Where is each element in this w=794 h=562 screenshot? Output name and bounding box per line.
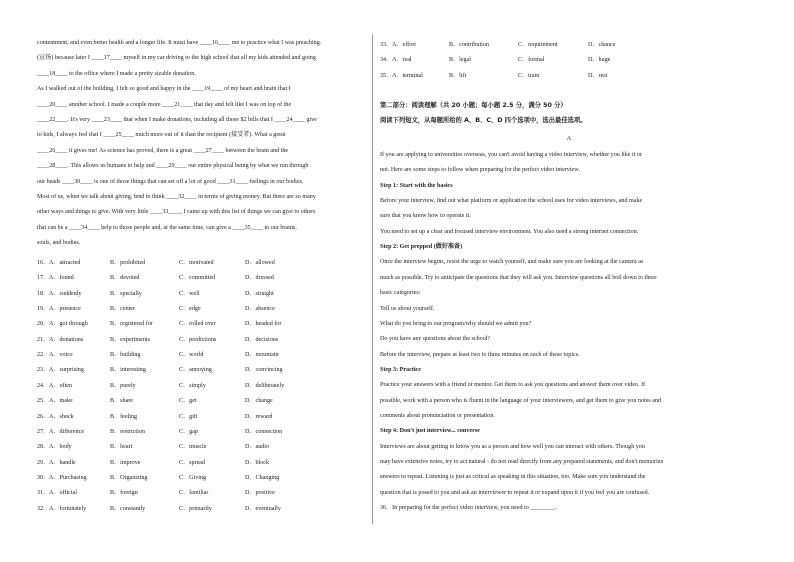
- question-number: 27．: [37, 428, 50, 435]
- passage-line: Practice your answers with a friend or mentor. Get them to ask you questions and answer them over video. If: [380, 382, 646, 389]
- option-b: B．devoted: [110, 275, 140, 282]
- passage-line: As I walked out of the building, I felt so good and happy in the ____19____ of my heart and brain that I: [37, 86, 291, 93]
- option-d: D．block: [245, 459, 270, 466]
- option-d: D．rest: [588, 72, 608, 79]
- option-a: A．make: [49, 398, 73, 405]
- option-d: D．mountain: [245, 352, 279, 359]
- option-c: C．Giving: [179, 474, 207, 481]
- question-options-row: [37, 475, 365, 483]
- passage-line: ____18____ to the office where I made a pretty sizable donation.: [37, 70, 196, 77]
- option-a: A．handle: [49, 459, 76, 466]
- option-d: D．positive: [245, 490, 275, 497]
- passage-line: not. Here are some steps to follow when preparing for the perfect video interview.: [380, 167, 580, 174]
- passage-line: 36．In preparing for the perfect video interview, you need to ________.: [380, 505, 557, 512]
- option-c: C．gap: [179, 428, 198, 435]
- option-c: C．annoying: [179, 367, 212, 374]
- option-b: B．registered for: [110, 321, 153, 328]
- option-d: D．convincing: [245, 367, 283, 374]
- section-title: 第二部分：阅读理解（共 20 小题；每小题 2.5 分，满分 50 分）: [380, 102, 567, 109]
- passage-line: If you are applying to universities overseas, you can't avoid having a video interview, whether you like it or: [380, 152, 642, 158]
- option-b: B．Organizing: [110, 474, 148, 481]
- passage-line: ____20____ another school. I made a couple more ____21____ that day and felt like I was on top of the: [37, 101, 292, 108]
- option-d: D．dressed: [245, 275, 274, 282]
- question-number: 33．: [380, 42, 393, 48]
- passage-line: basic categories:: [380, 290, 421, 297]
- option-a: A．often: [49, 382, 73, 389]
- option-b: B．lift: [449, 72, 467, 79]
- option-b: B．foreign: [110, 490, 138, 497]
- question-number: 19．: [37, 306, 50, 313]
- step-heading: Step 2: Get prepped (做好准备): [380, 244, 463, 251]
- passage-line: may have extensive notes, try to act natural - do not read directly from any prepared statements, and don't memorize: [380, 459, 664, 465]
- option-b: B．interesting: [110, 367, 146, 374]
- option-c: C．requirement: [518, 42, 558, 48]
- option-d: D．headed for: [245, 321, 282, 328]
- passage-line: comments about pronunciation or presentation.: [380, 412, 495, 419]
- passage-line: ____22____. It's very ____23____ that when I make donations, including all those $2 bills that I ____24____ give: [37, 117, 317, 123]
- question-options-row: [37, 352, 365, 360]
- step-heading: Step 4: Don't just interview... converse: [380, 428, 480, 435]
- option-a: A．surprising: [49, 367, 84, 374]
- option-b: B．feeling: [110, 413, 138, 420]
- option-b: B．building: [110, 352, 141, 359]
- option-b: B．center: [110, 306, 136, 313]
- option-c: C．primarily: [179, 505, 212, 512]
- option-c: C．formal: [518, 57, 545, 64]
- question-options-row: [380, 42, 758, 50]
- option-a: A．voice: [49, 352, 73, 359]
- question-options-row: [37, 490, 365, 498]
- question-number: 23．: [37, 367, 50, 374]
- question-options-row: [37, 444, 365, 452]
- question-number: 30．: [37, 474, 50, 481]
- option-b: B．heart: [110, 444, 133, 451]
- option-c: C．committed: [179, 275, 216, 282]
- question-options-row: [37, 383, 365, 391]
- question-options-row: [37, 321, 365, 329]
- passage-line: our heads ____30____ is one of those things that can set off a lot of good ____31____ feelings in our bodies.: [37, 178, 304, 185]
- question-number: 24．: [37, 382, 50, 389]
- question-options-row: [37, 291, 365, 299]
- option-b: B．improve: [110, 459, 141, 466]
- passage-line: souls, and bodies.: [37, 240, 81, 247]
- question-number: 32．: [37, 505, 50, 512]
- option-a: A．fortunately: [49, 505, 87, 512]
- question-number: 21．: [37, 336, 50, 343]
- option-b: B．experiments: [110, 336, 150, 343]
- option-a: A．got through: [49, 321, 88, 328]
- option-d: D．allowed: [245, 260, 275, 266]
- question-number: 25．: [37, 398, 50, 405]
- passage-line: Interviews are about getting to know you as a person and how well you can interact with others. Though you: [380, 443, 645, 450]
- question-options-row: [37, 306, 365, 314]
- option-c: C．well: [179, 290, 200, 297]
- question-options-row: [380, 73, 758, 81]
- question-number: 31．: [37, 490, 50, 497]
- question-options-row: [37, 506, 365, 514]
- passage-line: question that is posed to you and ask an interviewer to repeat it or expand upon it if you feel you are confused.: [380, 489, 650, 496]
- option-b: B．contribution: [449, 42, 489, 48]
- option-a: A．attracted: [49, 260, 81, 266]
- option-d: D．deliberately: [245, 382, 285, 389]
- passage-line: (宣扬) because later I ____17____ myself in my car driving to the high school that all my kids attended and going: [37, 55, 316, 62]
- option-c: C．spread: [179, 459, 206, 466]
- option-c: C．get: [179, 398, 197, 405]
- passage-line: to kids, I always feel that I ____25____ much more out of it than the recipient (接受者). What a great: [37, 132, 286, 139]
- question-number: 34．: [380, 57, 393, 64]
- option-d: D．audio: [245, 444, 270, 451]
- question-options-row: [37, 367, 365, 375]
- option-b: B．restriction: [110, 428, 145, 435]
- option-b: B．prohibited: [110, 260, 146, 266]
- passage-line: What do you bring to our program/why should we admit you?: [380, 320, 532, 327]
- passage-line: Before the interview, prepare at least two to three minutes on each of these topics.: [380, 351, 580, 358]
- option-d: D．straight: [245, 290, 274, 297]
- passage-line: Before your interview, find out what platform or application the school uses for video interviews, and make: [380, 198, 643, 205]
- question-number: 26．: [37, 413, 50, 420]
- question-number: 22．: [37, 352, 50, 359]
- option-c: C．world: [179, 352, 204, 359]
- option-b: B．purely: [110, 382, 136, 389]
- question-number: 17．: [37, 275, 50, 282]
- passage-line: ____28____. This allows us humans to help and ____29____ our entire physical being by what we run through: [37, 163, 309, 170]
- option-d: D．change: [245, 398, 273, 405]
- passage-letter: A: [566, 136, 572, 142]
- passage-line: other ways and things to give. With very little ____33____, I came up with this list of things we can give to others: [37, 209, 316, 216]
- question-options-row: [37, 275, 365, 283]
- question-number: 29．: [37, 459, 50, 466]
- option-d: D．connection: [245, 428, 283, 435]
- column-divider: [372, 34, 373, 524]
- option-d: D．decisions: [245, 336, 279, 343]
- question-options-row: [37, 414, 365, 422]
- option-a: A．shock: [49, 413, 74, 420]
- step-heading: Step 3: Practice: [380, 366, 421, 373]
- question-number: 28．: [37, 444, 50, 451]
- question-number: 35．: [380, 72, 393, 79]
- option-c: C．edge: [179, 306, 201, 313]
- passage-line: possible, work with a person who is fluent in the language of your interviewers, and get them to give you notes and: [380, 397, 662, 404]
- passage-line: Do you have any questions about the school?: [380, 336, 491, 343]
- option-c: C．motivated: [179, 260, 214, 266]
- passage-line: much as possible. Try to anticipate the questions that they will ask you. Interview questions all boil down to three: [380, 274, 657, 281]
- passage-line: Once the interview begins, resist the urge to watch yourself, and make sure you are looking at the camera as: [380, 259, 644, 266]
- section-instruction: 阅读下列短文，从每题所给的 A、B、C、D 四个选项中，选出最佳选项。: [380, 117, 587, 124]
- question-options-row: [37, 337, 365, 345]
- question-options-row: [380, 57, 758, 65]
- option-b: B．constantly: [110, 505, 146, 512]
- option-a: A．suddenly: [49, 290, 82, 297]
- question-number: 20．: [37, 321, 50, 328]
- passage-line: ____26____ it gives me! As science has proved, there is a great ____27____ between the brain and the: [37, 147, 289, 154]
- option-d: D．chance: [588, 42, 616, 48]
- option-c: C．predictions: [179, 336, 217, 343]
- option-a: A．difference: [49, 428, 85, 435]
- option-a: A．official: [49, 490, 77, 497]
- option-a: A．body: [49, 444, 72, 451]
- passage-line: contentment, and even better health and a longer life. It must have ____16____ me to practice what I was preaching.: [37, 40, 322, 46]
- option-d: D．eventually: [245, 505, 281, 512]
- option-c: C．train: [518, 72, 540, 79]
- option-a: A．found: [49, 275, 74, 282]
- passage-line: You need to set up a clear and focused interview environment. You also need a strong internet connection.: [380, 228, 639, 235]
- question-options-row: [37, 429, 365, 437]
- option-d: D．reward: [245, 413, 273, 420]
- option-a: A．donations: [49, 336, 84, 343]
- option-c: C．rolled over: [179, 321, 216, 328]
- option-a: A．real: [392, 57, 412, 64]
- question-options-row: [37, 398, 365, 406]
- option-b: B．share: [110, 398, 134, 405]
- question-options-row: [37, 460, 365, 468]
- option-d: D．absence: [245, 306, 275, 313]
- option-a: A．effort: [392, 42, 416, 48]
- option-d: D．huge: [588, 57, 611, 64]
- option-c: C．muscle: [179, 444, 207, 451]
- option-b: B．legal: [449, 57, 472, 64]
- passage-line: Tell us about yourself.: [380, 305, 435, 312]
- question-options-row: [37, 260, 365, 268]
- option-b: B．specially: [110, 290, 142, 297]
- passage-line: sure that you know how to operate it.: [380, 213, 471, 220]
- passage-line: Most of us, when we talk about giving, tend to think ____32____ in terms of giving money. But there are so many: [37, 194, 316, 200]
- question-number: 18．: [37, 290, 50, 297]
- option-d: D．Changing: [245, 474, 280, 481]
- passage-line: answers to repeat. Listening is just as critical as speaking in this situation, too. Make sure you understand the: [380, 474, 646, 481]
- passage-line: that can be a ____34____ help to those people and, at the same time, can give a ____35____ to our brains,: [37, 224, 297, 231]
- step-heading: Step 1: Start with the basics: [380, 182, 453, 189]
- option-c: C．familiar: [179, 490, 209, 497]
- option-a: A．presence: [49, 306, 81, 313]
- option-c: C．simply: [179, 382, 206, 389]
- option-c: C．gift: [179, 413, 198, 420]
- question-number: 16．: [37, 260, 50, 266]
- option-a: A．Purchasing: [49, 474, 87, 481]
- option-a: A．terminal: [392, 72, 423, 79]
